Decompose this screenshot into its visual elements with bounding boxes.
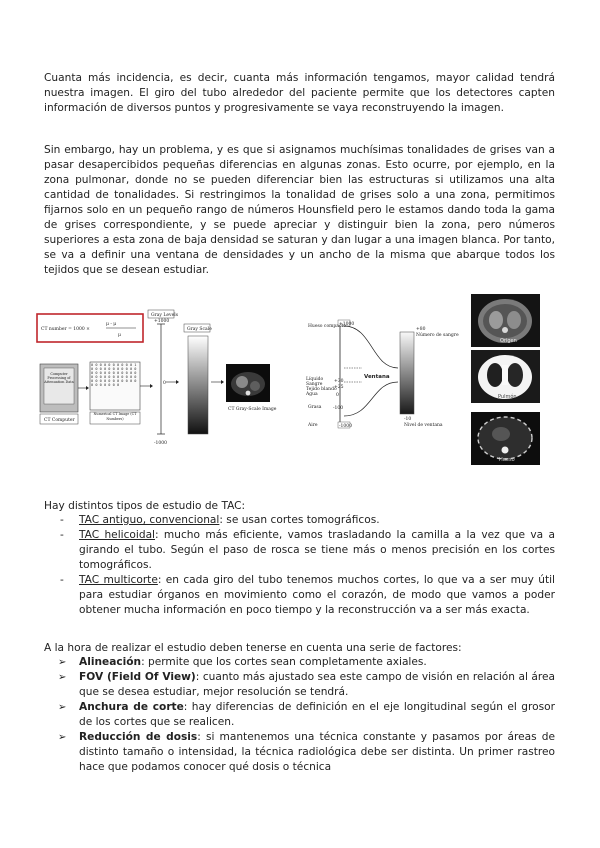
list-item: ➢ Alineación: permite que los cortes sean completamente axiales. — [58, 656, 427, 668]
list-item: ➢ Reducción de dosis: si mantenemos una técnica constante y pasamos por áreas de distinto tamaño o intensidad, la técnica radiológica debe ser distinta. Un primer rastreo hace que podamos conocer qué dosis o técnica — [58, 731, 555, 773]
window-gray-bar — [400, 332, 414, 414]
air-label: Aire — [308, 423, 318, 428]
axis-zero-value: 0 — [163, 381, 166, 386]
bottom-value: -1000 — [339, 424, 352, 429]
gray-scale-bar — [188, 336, 208, 434]
ct-scan-bone — [471, 412, 540, 465]
left-label-2: Sangre — [306, 382, 323, 387]
left-label-1: Líquido — [306, 377, 324, 382]
list-item: - TAC multicorte: en cada giro del tubo tenemos muchos cortes, lo que va a ser muy útil para estudiar órganos en movimiento como el corazón, de modo que vamos a poder obtener mucha información en poco tiempo y la reconstrucción va a ser más exacta. — [60, 574, 555, 616]
upper-right-value: +80 — [416, 327, 426, 332]
fat-label: Grasa — [308, 405, 322, 410]
left-label-3: Tejido blando — [306, 387, 337, 392]
window-level-diagram — [300, 316, 460, 440]
list2-intro: A la hora de realizar el estudio deben tenerse en cuenta una serie de factores: — [44, 642, 462, 654]
ct-scan-origin — [471, 294, 540, 347]
ct-scan-lung — [471, 350, 540, 403]
formula-left: CT number = 1000 × — [41, 327, 90, 332]
lower-right-value: -10 — [404, 417, 412, 422]
scan-bone-label: Hueso — [499, 457, 515, 463]
scan-origin-label: Origen — [500, 338, 517, 344]
ct-image-caption: CT Gray-Scale Image — [228, 407, 277, 412]
ct-number-diagram — [36, 306, 286, 456]
gray-scale-label: Gray Scale — [187, 327, 212, 332]
left-label-4: Agua — [306, 392, 318, 397]
list1-intro: Hay distintos tipos de estudio de TAC: — [44, 500, 246, 512]
formula-numerator: μ - μ — [106, 322, 117, 327]
matrix-caption: Numerical CT Image (CT Numbers) — [93, 412, 137, 421]
left-value-1: +30 — [334, 379, 344, 384]
numeric-matrix: 0 0 0 0 0 0 0 0 0 0 1 0 0 0 0 0 0 0 0 0 0 0 0 0 0 0 0 0 0 0 0 0 0 0 0 0 0 0 0 0 0 0 0 0 0 0 0 0 0 0 0 0 0 0 0 0 0 0 0 0 0 0 — [91, 363, 137, 387]
computer-label: Computer Processing of Attenuation Data — [44, 372, 74, 384]
formula-denominator: μ — [118, 333, 121, 338]
axis-top-value: +1000 — [154, 319, 170, 324]
gray-levels-label: Gray Levels — [151, 313, 179, 318]
list-item: - TAC helicoidal: mucho más eficiente, vamos trasladando la camilla a la vez que va a girando el tubo. Según el paso de rosca se tiene más o menos precisión en los cortes tomográficos. — [60, 529, 555, 571]
paragraph-2: Sin embargo, hay un problema, y es que si asignamos muchísimas tonalidades de grises van a pasar desapercibidos pequeñas diferencias en algunas zonas. Esto ocurre, por ejemplo, en la zona pulmonar, donde no se pueden diferenciar bien las estructuras si utilizamos una alta cantidad de tonalidades. Si restringimos la tonalidad de grises solo a una zona, permitimos fijarnos solo en un pequeño rango de números Hounsfield pero le estamos dando toda la gama de grises correspondiente, y se puede apreciar y distinguir bien la zona, pero números superiores a esta zona de baja densidad se saturan y dan lugar a una imagen blanca. Por tanto, se va a definir una ventana de densidades y un ancho de la misma que abarque todos los tejidos que se desean estudiar. — [44, 144, 555, 276]
axis-bottom-value: -1000 — [154, 441, 167, 446]
paragraph-1: Cuanta más incidencia, es decir, cuanta más información tengamos, mayor calidad tendrá nuestra imagen. El giro del tubo alrededor del paciente permite que los detectores capten información de diversos puntos y progresivamente se vaya reconstruyendo la imagen. — [44, 72, 555, 114]
left-value-3: 0 — [336, 393, 339, 398]
list-item: ➢ Anchura de corte: hay diferencias de definición en el eje longitudinal según el grosor de los cortes que se realicen. — [58, 701, 555, 728]
tac-types-list — [44, 513, 555, 618]
factors-list — [44, 655, 555, 775]
window-label: Ventana — [364, 374, 390, 380]
list-item: - TAC antiguo, convencional: se usan cortes tomográficos. — [60, 514, 380, 526]
list-item: ➢ FOV (Field Of View): cuanto más ajustado sea este campo de visión en relación al área que se desea estudiar, mejor resolución se tendrá. — [58, 671, 555, 698]
top-label: Hueso compacto — [308, 324, 347, 329]
top-value: +1000 — [339, 322, 355, 327]
computer-caption: CT Computer — [44, 418, 75, 423]
left-value-2: +25 — [334, 385, 344, 390]
lower-right-label: Nivel de ventana — [404, 423, 443, 428]
scan-lung-label: Pulmón — [498, 394, 517, 400]
upper-right-label: Número de sangre — [416, 333, 459, 338]
fat-value: -100 — [333, 406, 344, 411]
